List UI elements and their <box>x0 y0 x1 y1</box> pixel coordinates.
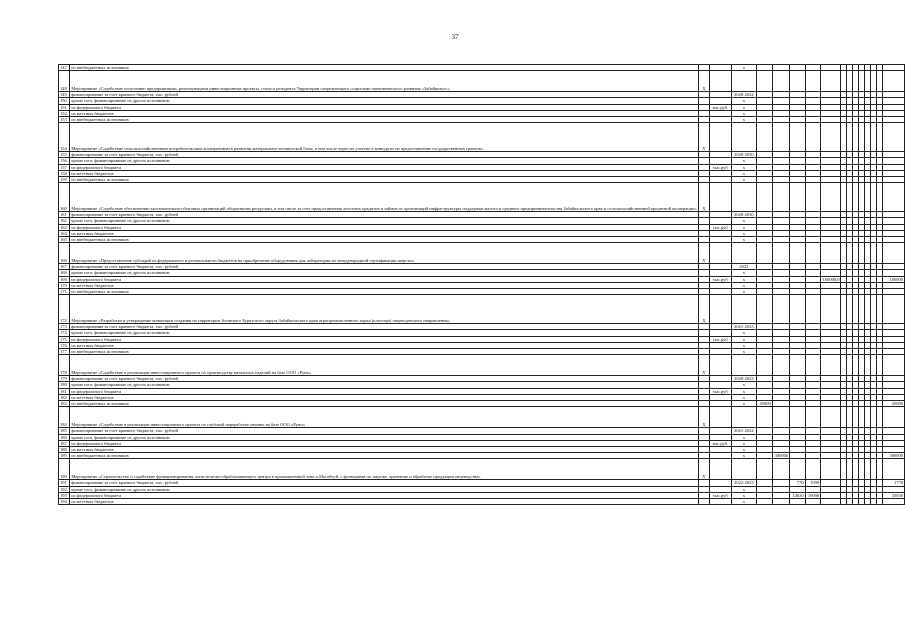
row-number-cell: 158 <box>59 170 70 176</box>
row-number-cell: 167 <box>59 264 70 270</box>
row-value-cell <box>772 295 789 324</box>
row-number-cell: 161 <box>59 212 70 218</box>
row-value-cell: 14630 <box>790 492 806 498</box>
row-period-cell: х <box>731 349 757 355</box>
row-value-cell <box>790 71 806 92</box>
row-value-cell: 19000 <box>805 492 821 498</box>
table-row <box>59 183 905 212</box>
row-name-cell: финансирование за счет краевого бюджета, тыс. рублей <box>70 212 698 218</box>
row-value-cell <box>757 355 773 376</box>
row-period-cell <box>731 71 757 92</box>
row-number-cell: 147 <box>59 65 70 71</box>
row-total-cell <box>882 243 905 264</box>
row-value-cell <box>821 243 841 264</box>
row-value-cell <box>790 295 806 324</box>
row-unit-cell: тыс.руб <box>710 164 732 170</box>
table-row <box>59 459 905 480</box>
row-unit-cell <box>710 243 732 264</box>
row-name-cell: из федерального бюджета <box>70 388 698 394</box>
financing-table <box>58 64 905 505</box>
row-period-cell: 2020-2023 <box>731 376 757 382</box>
row-value-cell <box>772 407 789 428</box>
row-name-cell: Мероприятие «Разработка и утверждение концепции создания на территории Агинского Бурятского округа Забайкальского края агропромышленного парка (кластера) овцеводческого направления» <box>70 295 698 324</box>
row-period-cell: х <box>731 394 757 400</box>
row-name-cell: из местных бюджетов <box>70 394 698 400</box>
row-name-cell: Мероприятие «Содействие в реализации инвестиционного проекта по глубокой переработке овчины на базе ООО «Руно» <box>70 407 698 428</box>
row-number-cell: 174 <box>59 330 70 336</box>
row-number-cell: 157 <box>59 164 70 170</box>
row-number-cell: 153 <box>59 117 70 123</box>
row-number-cell: 160 <box>59 183 70 212</box>
row-name-cell: Мероприятие «Строительство и содействие функционирования логистическо-обрабатывающего центра в промышленной зоне п.Могойтуй, с функциями по закупке, хранению и обработке продукции овцеводства» <box>70 459 698 480</box>
table-row <box>59 71 905 92</box>
row-period-cell: х <box>731 336 757 342</box>
row-period-cell: х <box>731 486 757 492</box>
row-value-cell <box>821 123 841 152</box>
row-period-cell: х <box>731 237 757 243</box>
row-number-cell: 188 <box>59 446 70 452</box>
row-name-cell: кроме того, финансирование из других источников: <box>70 382 698 388</box>
row-name-cell: из внебюджетных источников <box>70 349 698 355</box>
row-name-cell: из местных бюджетов <box>70 230 698 236</box>
page-number: 37 <box>451 33 459 41</box>
row-total-cell <box>882 407 905 428</box>
row-period-cell: х <box>731 382 757 388</box>
row-name-cell: из внебюджетных источников <box>70 177 698 183</box>
row-value-cell <box>790 183 806 212</box>
row-name-cell: кроме того, финансирование из других источников: <box>70 486 698 492</box>
row-number-cell: 182 <box>59 394 70 400</box>
row-mark-cell: Х <box>698 123 709 152</box>
row-value-cell <box>805 355 821 376</box>
row-number-cell: 166 <box>59 243 70 264</box>
row-name-cell: из федерального бюджета <box>70 492 698 498</box>
row-value-cell <box>757 183 773 212</box>
row-name-cell: Мероприятие «Содействие обеспечению заготовительно-сбытовых организаций оборотными ресурсами, в том числе за счет предоставления льготных кредитов и займов от организаций инфраструктуры поддержки малого и среднего предпринимательства Забайкальского края и сельскохозяйственной кредитной кооперации» <box>70 183 698 212</box>
row-value-cell <box>772 71 789 92</box>
row-name-cell: из внебюджетных источников <box>70 117 698 123</box>
row-unit-cell: тыс.руб. <box>710 104 732 110</box>
row-number-cell: 189 <box>59 453 70 459</box>
row-number-cell: 191 <box>59 480 70 486</box>
row-period-cell: 2022 <box>731 264 757 270</box>
row-name-cell: из внебюджетных источников <box>70 401 698 407</box>
row-number-cell: 152 <box>59 110 70 116</box>
row-value-cell <box>772 183 789 212</box>
row-value-cell <box>790 459 806 480</box>
row-number-cell: 162 <box>59 218 70 224</box>
row-name-cell: Мероприятие «Содействие в реализации инвестиционного проекта по производству вязальных изделий на базе ООО «Руно» <box>70 355 698 376</box>
row-mark-cell: Х <box>698 71 709 92</box>
row-number-cell: 193 <box>59 492 70 498</box>
row-name-cell: из федерального бюджета <box>70 104 698 110</box>
row-unit-cell: тыс.руб <box>710 276 732 282</box>
row-number-cell: 180 <box>59 382 70 388</box>
row-value-cell <box>790 407 806 428</box>
row-period-cell: х <box>731 342 757 348</box>
row-period-cell <box>731 459 757 480</box>
row-value-cell: 45000 <box>757 401 773 407</box>
row-total-cell: 33630 <box>882 492 905 498</box>
row-mark-cell: Х <box>698 183 709 212</box>
row-number-cell: 155 <box>59 152 70 158</box>
row-period-cell: х <box>731 289 757 295</box>
row-unit-cell <box>710 123 732 152</box>
row-name-cell: из федерального бюджета <box>70 336 698 342</box>
row-value-cell <box>790 498 806 504</box>
row-value-cell <box>805 183 821 212</box>
row-value-cell <box>805 243 821 264</box>
row-name-cell: финансирование за счет краевого бюджета, тыс. рублей <box>70 152 698 158</box>
table-row <box>59 355 905 376</box>
row-value-cell <box>790 243 806 264</box>
row-value-cell <box>790 355 806 376</box>
row-period-cell: х <box>731 158 757 164</box>
row-number-cell: 168 <box>59 270 70 276</box>
row-value-cell <box>805 407 821 428</box>
row-number-cell: 194 <box>59 498 70 504</box>
table-row <box>59 498 905 504</box>
row-value-cell <box>772 459 789 480</box>
row-number-cell: 150 <box>59 98 70 104</box>
row-unit-cell <box>710 355 732 376</box>
row-name-cell: финансирование за счет краевого бюджета, тыс. рублей <box>70 324 698 330</box>
row-value-cell <box>757 71 773 92</box>
row-number-cell: 185 <box>59 428 70 434</box>
row-name-cell: из федерального бюджета <box>70 164 698 170</box>
row-period-cell <box>731 183 757 212</box>
row-name-cell: финансирование за счет краевого бюджета, тыс. рублей <box>70 92 698 98</box>
row-value-cell <box>757 295 773 324</box>
row-period-cell: х <box>731 388 757 394</box>
row-name-cell: из внебюджетных источников <box>70 289 698 295</box>
row-period-cell: х <box>731 453 757 459</box>
row-period-cell: 2020-2030 <box>731 152 757 158</box>
row-number-cell: 181 <box>59 388 70 394</box>
row-name-cell: из внебюджетных источников <box>70 453 698 459</box>
row-total-cell <box>882 498 905 504</box>
row-value-cell <box>821 71 841 92</box>
row-value-cell <box>772 355 789 376</box>
row-name-cell: из федерального бюджета <box>70 440 698 446</box>
row-value-cell <box>805 459 821 480</box>
row-period-cell: х <box>731 440 757 446</box>
row-unit-cell <box>710 498 732 504</box>
row-period-cell: 2021-2023 <box>731 324 757 330</box>
row-number-cell: 163 <box>59 224 70 230</box>
row-value-cell: 1000 <box>805 480 821 486</box>
row-mark-cell: Х <box>698 407 709 428</box>
row-total-cell <box>882 355 905 376</box>
row-period-cell: 2020-2030 <box>731 212 757 218</box>
row-value-cell <box>821 183 841 212</box>
row-period-cell: х <box>731 446 757 452</box>
row-unit-cell: тыс.руб <box>710 492 732 498</box>
row-number-cell: 187 <box>59 440 70 446</box>
row-number-cell: 178 <box>59 355 70 376</box>
row-unit-cell: тыс.руб <box>710 336 732 342</box>
row-value-cell <box>772 498 789 504</box>
row-number-cell: 192 <box>59 486 70 492</box>
row-value-cell: 300000 <box>772 453 789 459</box>
row-period-cell: х <box>731 218 757 224</box>
row-name-cell: Мероприятие «Содействие сельскохозяйственным потребительским кооперативам в развитии материально-технической базы, в том числе через их участие в конкурсах на предоставление государственных грантов» <box>70 123 698 152</box>
row-total-cell: 100000 <box>882 276 905 282</box>
row-period-cell <box>731 355 757 376</box>
row-value-cell <box>772 243 789 264</box>
row-period-cell: х <box>731 110 757 116</box>
row-number-cell: 164 <box>59 230 70 236</box>
row-unit-cell <box>710 295 732 324</box>
row-period-cell: х <box>731 401 757 407</box>
row-number-cell: 184 <box>59 407 70 428</box>
row-period-cell: х <box>731 170 757 176</box>
row-number-cell: 183 <box>59 401 70 407</box>
row-name-cell: из федерального бюджета <box>70 276 698 282</box>
row-name-cell: финансирование за счет краевого бюджета, тыс. рублей <box>70 480 698 486</box>
row-period-cell: х <box>731 276 757 282</box>
row-number-cell: 148 <box>59 71 70 92</box>
row-value-cell <box>821 295 841 324</box>
row-period-cell <box>731 295 757 324</box>
row-name-cell: кроме того, финансирование из других источников: <box>70 218 698 224</box>
row-total-cell: 300000 <box>882 453 905 459</box>
row-name-cell: из местных бюджетов <box>70 170 698 176</box>
row-period-cell: х <box>731 65 757 71</box>
row-value-cell <box>821 407 841 428</box>
row-name-cell: кроме того, финансирование из других источников: <box>70 158 698 164</box>
row-value-cell: 770 <box>790 480 806 486</box>
row-mark-cell: Х <box>698 295 709 324</box>
row-number-cell: 173 <box>59 324 70 330</box>
row-unit-cell: тыс.руб <box>710 224 732 230</box>
row-mark-cell: Х <box>698 243 709 264</box>
row-number-cell: 170 <box>59 282 70 288</box>
row-unit-cell <box>710 459 732 480</box>
row-period-cell: х <box>731 98 757 104</box>
row-unit-cell <box>710 407 732 428</box>
row-unit-cell <box>710 183 732 212</box>
row-number-cell: 149 <box>59 92 70 98</box>
row-period-cell: х <box>731 282 757 288</box>
row-name-cell: из федерального бюджета <box>70 224 698 230</box>
row-period-cell <box>731 123 757 152</box>
row-unit-cell: тыс.руб <box>710 388 732 394</box>
row-period-cell <box>731 243 757 264</box>
row-total-cell <box>882 295 905 324</box>
financing-table-body <box>59 65 905 505</box>
row-number-cell: 154 <box>59 123 70 152</box>
row-unit-cell <box>710 71 732 92</box>
row-number-cell: 172 <box>59 295 70 324</box>
row-number-cell: 159 <box>59 177 70 183</box>
row-number-cell: 190 <box>59 459 70 480</box>
row-period-cell: х <box>731 104 757 110</box>
row-value-cell <box>821 498 841 504</box>
row-number-cell: 169 <box>59 276 70 282</box>
row-unit-cell: тыс.руб. <box>710 440 732 446</box>
row-value-cell <box>757 498 773 504</box>
row-name-cell: из местных бюджетов <box>70 446 698 452</box>
row-period-cell: х <box>731 270 757 276</box>
row-total-cell <box>882 71 905 92</box>
row-mark-cell: Х <box>698 355 709 376</box>
row-name-cell: из местных бюджетов <box>70 498 698 504</box>
row-period-cell: х <box>731 164 757 170</box>
row-number-cell: 165 <box>59 237 70 243</box>
row-value-cell <box>805 295 821 324</box>
row-mark-cell: Х <box>698 459 709 480</box>
row-number-cell: 171 <box>59 289 70 295</box>
row-total-cell <box>882 123 905 152</box>
row-period-cell: 2021-2022 <box>731 428 757 434</box>
row-value-cell <box>821 459 841 480</box>
row-period-cell: х <box>731 224 757 230</box>
row-period-cell: х <box>731 330 757 336</box>
table-row <box>59 123 905 152</box>
table-row <box>59 407 905 428</box>
row-number-cell: 186 <box>59 434 70 440</box>
row-number-cell: 151 <box>59 104 70 110</box>
row-mark-cell <box>698 498 709 504</box>
row-name-cell: финансирование за счет краевого бюджета, тыс. рублей <box>70 264 698 270</box>
table-row <box>59 295 905 324</box>
row-period-cell: х <box>731 230 757 236</box>
row-number-cell: 177 <box>59 349 70 355</box>
row-value-cell <box>805 498 821 504</box>
row-period-cell: х <box>731 498 757 504</box>
table-row <box>59 243 905 264</box>
row-number-cell: 176 <box>59 342 70 348</box>
row-period-cell: х <box>731 492 757 498</box>
row-name-cell: финансирование за счет краевого бюджета, тыс. рублей <box>70 376 698 382</box>
row-value-cell: 100000,0 <box>822 276 840 282</box>
row-name-cell: кроме того, финансирование из других источников: <box>70 270 698 276</box>
row-name-cell: Мероприятие «Предоставление субсидий из федерального и регионального бюджетов на приобретение оборудования для лаборатории по международной сертификации шерсти» <box>70 243 698 264</box>
row-total-cell <box>882 459 905 480</box>
row-name-cell: из местных бюджетов <box>70 110 698 116</box>
row-number-cell: 175 <box>59 336 70 342</box>
row-value-cell <box>772 123 789 152</box>
row-number-cell: 179 <box>59 376 70 382</box>
row-name-cell: кроме того, финансирование из других источников: <box>70 98 698 104</box>
row-value-cell <box>757 243 773 264</box>
row-period-cell: 2020-2022 <box>731 92 757 98</box>
row-name-cell: кроме того, финансирование из других источников: <box>70 434 698 440</box>
row-name-cell: из внебюджетных источников <box>70 237 698 243</box>
row-period-cell: 2022-2023 <box>731 480 757 486</box>
row-total-cell: 1770 <box>882 480 905 486</box>
row-name-cell: из местных бюджетов <box>70 282 698 288</box>
row-value-cell <box>757 407 773 428</box>
row-period-cell <box>731 407 757 428</box>
row-period-cell: х <box>731 117 757 123</box>
row-value-cell <box>757 123 773 152</box>
row-name-cell: из внебюджетных источников <box>70 65 698 71</box>
row-name-cell: финансирование за счет краевого бюджета, тыс. рублей <box>70 428 698 434</box>
row-number-cell: 156 <box>59 158 70 164</box>
row-value-cell <box>821 355 841 376</box>
row-period-cell: х <box>731 177 757 183</box>
row-value-cell <box>805 123 821 152</box>
row-value-cell <box>805 71 821 92</box>
row-period-cell: х <box>731 434 757 440</box>
row-total-cell: 45000 <box>882 401 905 407</box>
row-value-cell <box>757 459 773 480</box>
row-value-cell <box>790 123 806 152</box>
row-total-cell <box>882 183 905 212</box>
row-name-cell: кроме того, финансирование из других источников: <box>70 330 698 336</box>
row-name-cell: из местных бюджетов <box>70 342 698 348</box>
row-name-cell: Мероприятие «Содействие получению предприятиями, реализующими инвестиционные проекты, статуса резидента Территории опережающего социально-экономического развития «Забайкалье»» <box>70 71 698 92</box>
